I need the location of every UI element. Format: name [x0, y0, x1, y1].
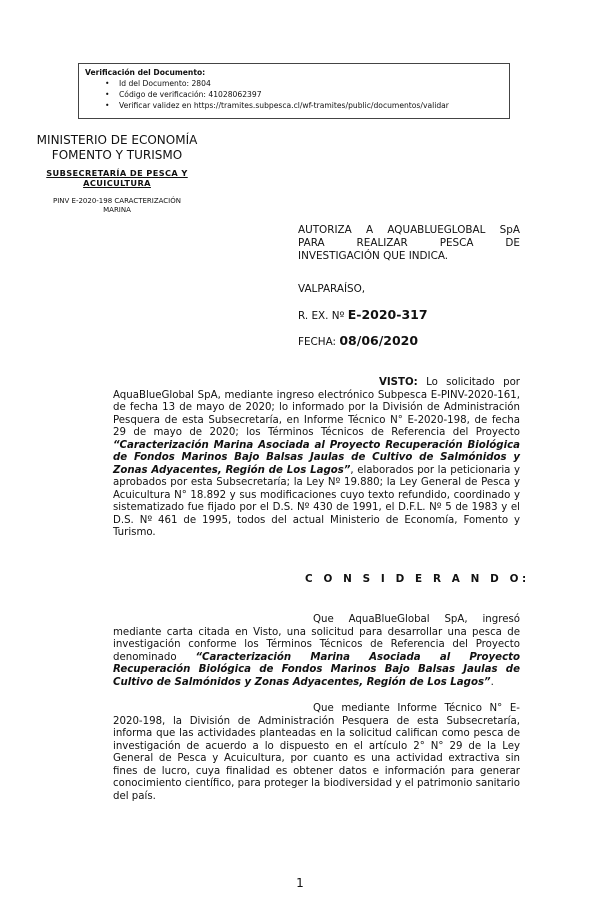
subsecretaria-name: SUBSECRETARÍA DE PESCA Y ACUICULTURA	[46, 168, 188, 188]
list-item: • Id del Documento: 2804	[105, 79, 211, 88]
resolution-title: AUTORIZA A AQUABLUEGLOBAL SpA PARA REALIZAR PESCA DE INVESTIGACIÓN QUE INDICA.	[298, 224, 520, 262]
considerando-paragraph-1: Que AquaBlueGlobal SpA, ingresó mediante carta citada en Visto, una solicitud para desarrollar una pesca de investigación conforme los Términos Técnicos de Referencia del Proyecto denominado “Caracterización Marina Asociada al Proyecto Recuperación Biológica de Fondos Marinos Bajo Balsas Jaulas de Cultivo de Salmónidos y Zonas Adyacentes, Región de Los Lagos”.	[113, 614, 520, 688]
project-name: “Caracterización Marina Asociada al Proyecto Recuperación Biológica de Fondos Marinos Bajo Balsas Jaulas de Cultivo de Salmónidos y Zonas Adyacentes, Región de Los Lagos”	[113, 651, 520, 688]
considerando-paragraph-2: Que mediante Informe Técnico N° E-2020-198, la División de Administración Pesquera de esta Subsecretaría, informa que las actividades planteadas en la solicitud califican como pesca de investigación de acuerdo a lo dispuesto en el artículo 2° N° 29 de la Ley General de Pesca y Acuicultura, por cuanto es una actividad extractiva sin fines de lucro, cuya finalidad es obtener datos e información para generar conocimiento científico, para proteger la biodiversidad y el patrimonio sanitario del país.	[113, 703, 520, 802]
list-item: • Código de verificación: 41028062397	[105, 90, 262, 99]
visto-label: VISTO:	[379, 377, 418, 388]
list-item	[105, 100, 503, 111]
bullet-icon: •	[105, 90, 110, 99]
place: VALPARAÍSO,	[298, 283, 366, 295]
page-number: 1	[296, 876, 304, 890]
ministry-header: MINISTERIO DE ECONOMÍA FOMENTO Y TURISMO	[36, 133, 198, 162]
visto-paragraph: VISTO: Lo solicitado por AquaBlueGlobal SpA, mediante ingreso electrónico Subpesca E-PINV-2020-161, de fecha 13 de mayo de 2020; lo informado por la División de Administración Pesquera de esta Subsecretaría, en Informe Técnico N° E-2020-198, de fecha 29 de mayo de 2020; los Términos Técnicos de Referencia del Proyecto “Caracterización Marina Asociada al Proyecto Recuperación Biológica de Fondos Marinos Bajo Balsas Jaulas de Cultivo de Salmónidos y Zonas Adyacentes, Región de Los Lagos”, elaborados por la peticionaria y aprobados por esta Subsecretaría; la Ley Nº 19.880; la Ley General de Pesca y Acuicultura N° 18.892 y sus modificaciones cuyo texto refundido, coordinado y sistematizado fue fijado por el D.S. Nº 430 de 1991, el D.F.L. Nº 5 de 1983 y el D.S. Nº 461 de 1995, todos del actual Ministerio de Economía, Fomento y Turismo.	[113, 377, 520, 538]
resolution-number: R. EX. Nº E-2020-317	[298, 307, 428, 322]
verification-list	[85, 78, 503, 111]
document-reference: PINV E-2020-198 CARACTERIZACIÓN MARINA	[52, 197, 181, 214]
resolution-date: FECHA: 08/06/2020	[298, 333, 419, 348]
project-name: “Caracterización Marina Asociada al Proyecto Recuperación Biológica de Fondos Marinos Bajo Balsas Jaulas de Cultivo de Salmónidos y Zonas Adyacentes, Región de Los Lagos”	[113, 439, 520, 476]
verification-box	[78, 63, 510, 119]
verification-title: Verificación del Documento:	[85, 68, 206, 77]
bullet-icon: •	[105, 101, 110, 110]
bullet-icon: •	[105, 79, 110, 88]
verification-link[interactable]: Verificar validez en https://tramites.subpesca.cl/wf-tramites/public/documentos/validar	[119, 101, 449, 110]
considerando-heading: C O N S I D E R A N D O:	[305, 573, 530, 585]
